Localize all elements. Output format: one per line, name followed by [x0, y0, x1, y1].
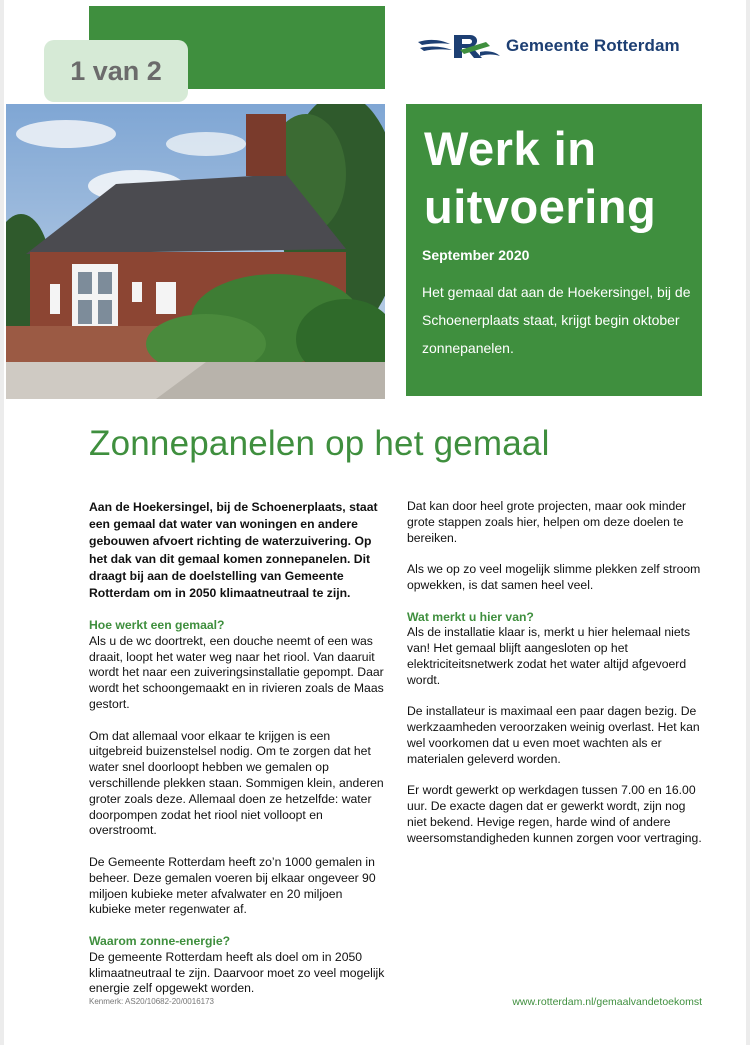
- banner-title-line2: uitvoering: [424, 180, 657, 233]
- rotterdam-lion-logo-icon: [416, 30, 502, 62]
- logo-text: Gemeente Rotterdam: [506, 36, 680, 55]
- paragraph: De gemeente Rotterdam heeft als doel om in 2050 klimaatneutraal te zijn. Daarvoor moet zo veel mogelijk energie zelf opgewekt worden.: [89, 949, 385, 996]
- werk-in-uitvoering-banner: [406, 104, 702, 396]
- section-heading-hoe-werkt: Hoe werkt een gemaal?: [89, 618, 225, 633]
- footer-reference: Kenmerk: AS20/10682-20/0016173: [89, 997, 214, 1006]
- paragraph: Als u de wc doortrekt, een douche neemt of een was draait, loopt het water weg naar het riool. Van daaruit wordt het naar een zuiveringsinstallatie gepompt. Daar wordt het schoongemaakt en in rivieren zoals de Maas gestort.: [89, 633, 384, 711]
- paragraph: Er wordt gewerkt op werkdagen tussen 7.00 en 16.00 uur. De exacte dagen dat er gewerkt wordt, zijn nog niet bekend. Hevige regen, harde wind of andere weersomstandigheden kunnen zorgen voor vertraging.: [407, 783, 702, 845]
- paragraph: Als we op zo veel mogelijk slimme plekken zelf stroom opwekken, is dat samen heel veel.: [407, 562, 701, 592]
- banner-date: September 2020: [422, 247, 530, 263]
- banner-title-line1: Werk in: [424, 122, 597, 175]
- banner-title: [424, 120, 656, 236]
- section-heading-wat-merkt: Wat merkt u hier van?: [407, 609, 534, 624]
- paragraph: Dat kan door heel grote projecten, maar ook minder grote stappen zoals hier, helpen om deze doelen te bereiken.: [407, 499, 687, 545]
- pumping-station-photo: [6, 104, 385, 399]
- footer-url-link[interactable]: www.rotterdam.nl/gemaalvandetoekomst: [512, 996, 702, 1008]
- document-page: [4, 0, 746, 1045]
- article-column-left: [89, 499, 385, 1013]
- paragraph: Om dat allemaal voor elkaar te krijgen is een uitgebreid buizenstelsel nodig. Om te zorgen dat het water snel doorloopt hebben we gemalen op verschillende plekken staan. Sommigen klein, anderen groter zoals deze. Allemaal doen ze hetzelfde: water doorpompen zodat het riool niet volloopt en overstroomt.: [89, 728, 384, 838]
- article-column-right: [407, 499, 707, 862]
- paragraph: Als de installatie klaar is, merkt u hier helemaal niets van! Het gemaal blijft aangesloten op het elektriciteitsnetwerk zodat het water altijd afgevoerd wordt.: [407, 625, 691, 687]
- paragraph: De Gemeente Rotterdam heeft zo’n 1000 gemalen in beheer. Deze gemalen voeren bij elkaar ongeveer 90 miljoen kubieke meter afvalwater en 20 miljoen kubieke meter regenwater af.: [89, 854, 376, 917]
- article-headline: Zonnepanelen op het gemaal: [89, 424, 550, 463]
- paragraph: De installateur is maximaal een paar dagen bezig. De werkzaamheden veroorzaken weinig overlast. Het kan wel voorkomen dat u even moet wachten als er materialen geleverd worden.: [407, 704, 700, 766]
- logo: [416, 30, 680, 62]
- banner-intro: Het gemaal dat aan de Hoekersingel, bij de Schoenerplaats staat, krijgt begin oktober zonnepanelen.: [422, 284, 691, 356]
- page-counter-badge: 1 van 2: [44, 40, 188, 102]
- section-heading-waarom: Waarom zonne-energie?: [89, 933, 231, 948]
- lead-paragraph: Aan de Hoekersingel, bij de Schoenerplaats, staat een gemaal dat water van woningen en andere gebouwen afvoert richting de waterzuivering. Op het dak van dit gemaal komen zonnepanelen. Dit draagt bij aan de doelstelling van Gemeente Rotterdam om in 2050 klimaatneutraal te zijn.: [89, 500, 378, 601]
